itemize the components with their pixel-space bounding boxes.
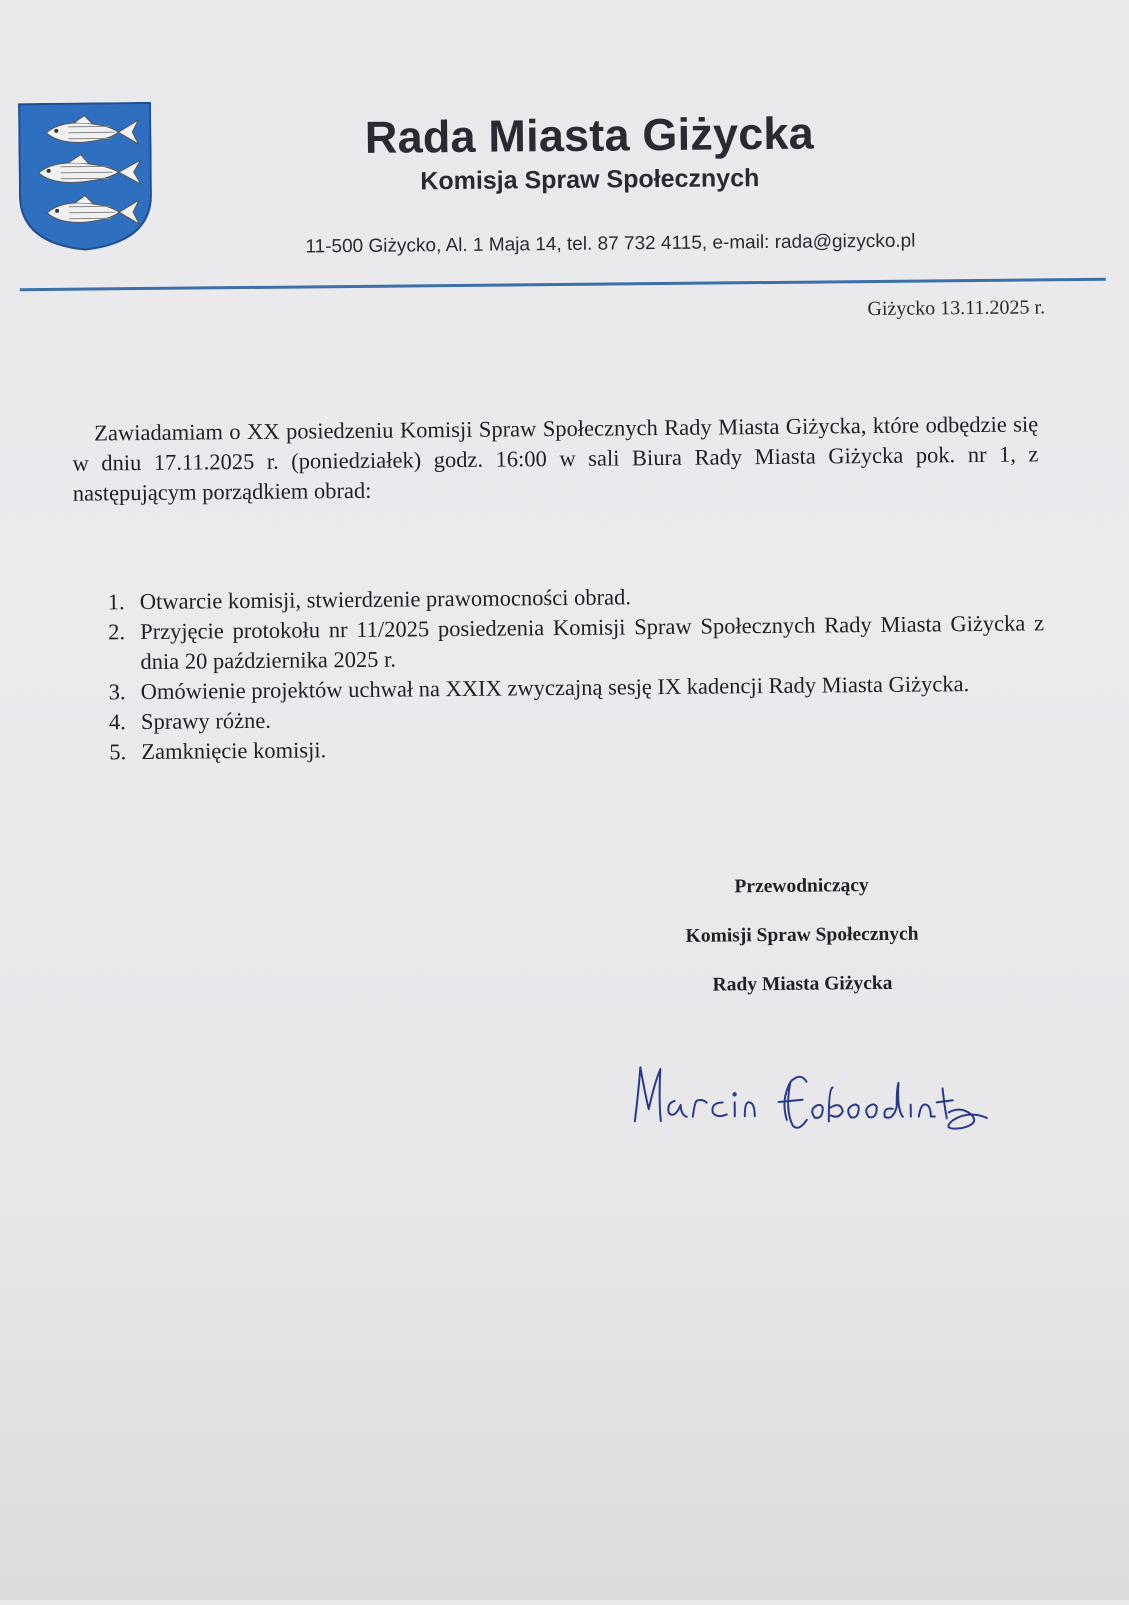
item-text: Sprawy różne. [140,707,272,735]
handwritten-signature [630,1058,991,1156]
document-date: Giżycko 13.11.2025 r. [867,296,1046,321]
item-text: Zamknięcie komisji. [141,737,327,765]
signatory-committee: Komisji Spraw Społecznych [685,923,919,947]
item-number: 5. [109,739,127,765]
signatory-council: Rady Miasta Giżycka [712,972,893,996]
list-item [108,608,1045,677]
committee-name: Komisja Spraw Społecznych [420,164,760,196]
item-text: Otwarcie komisji, stwierdzenie prawomocności obrad. [139,584,632,615]
contact-address: 11-500 Giżycko, Al. 1 Maja 14, tel. 87 732 4115, e-mail: rada@gizycko.pl [305,230,916,258]
item-number: 4. [108,709,126,735]
item-text: Przyjęcie protokołu nr 11/2025 posiedzenia Komisji Spraw Społecznych Rady Miasta Giżycka z dnia 20 października 2025 r. [140,610,1045,675]
header-divider [20,278,1106,291]
organization-name: Rada Miasta Giżycka [364,107,815,163]
agenda-list [108,578,1046,767]
item-text: Omówienie projektów uchwał na XXIX zwyczajną sesję IX kadencji Rady Miasta Giżycka. [140,671,970,705]
notice-paragraph: Zawiadamiam o XX posiedzeniu Komisji Spraw Społecznych Rady Miasta Giżycka, które odbędzie się w dniu 17.11.2025 r. (poniedziałek) godz. 16:00 w sali Biura Rady Miasta Giżycka pok. nr 1, z następującym porządkiem obrad: [72,411,1039,506]
item-number: 2. [108,619,126,645]
item-number: 3. [108,679,126,705]
signatory-title: Przewodniczący [734,875,869,898]
item-number: 1. [107,589,125,615]
